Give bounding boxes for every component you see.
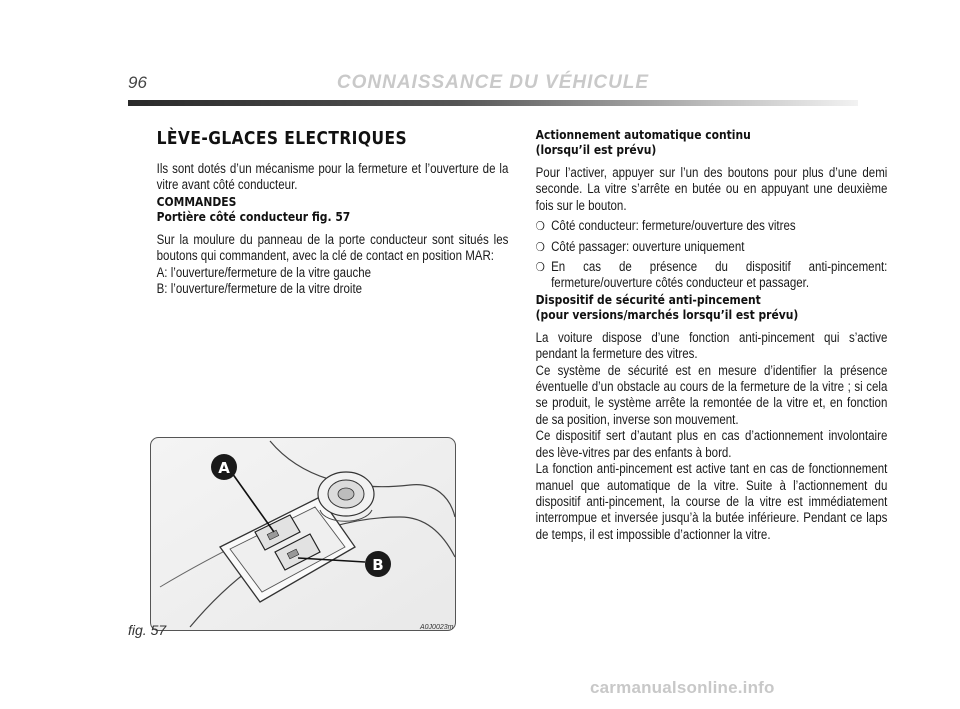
page-number: 96 bbox=[128, 73, 147, 92]
running-title: CONNAISSANCE DU VÉHICULE bbox=[336, 72, 650, 93]
figure-reference: A0J0023m bbox=[420, 624, 454, 631]
right-column-content bbox=[536, 127, 888, 543]
label-b-text: B bbox=[372, 556, 384, 574]
safety-paragraph-2: Ce système de sécurité est en mesure d’identifier la présence éventuelle d’un obstacle au cours de la fermeture de la vitre ; si cela se produit, le système arrête la remontée de la vitre et, en fonction de sa position, inverse son mouvement. bbox=[535, 362, 888, 427]
portiere-heading: Portière côté conducteur fig. 57 bbox=[156, 208, 351, 224]
line-b: B: l’ouverture/fermeture de la vitre droite bbox=[156, 281, 363, 297]
left-column bbox=[128, 127, 509, 297]
auto-paragraph: Pour l’activer, appuyer sur l’un des boutons pour plus d’une demi seconde. La vitre s’arrête en butée ou en appuyant une deuxième fois sur le bouton. bbox=[535, 165, 888, 213]
label-a-marker bbox=[211, 454, 237, 480]
intro-paragraph: Ils sont dotés d’un mécanisme pour la fermeture et l’ouverture de la vitre avant côté conducteur. bbox=[156, 161, 509, 193]
line-a: A: l’ouverture/fermeture de la vitre gauche bbox=[156, 264, 372, 280]
safety-heading-line-1: Dispositif de sécurité anti-pincement bbox=[535, 291, 761, 307]
safety-heading-line-2: (pour versions/marchés lorsqu’il est prévu) bbox=[535, 306, 799, 322]
bullet-list bbox=[536, 218, 888, 292]
door-switch-illustration bbox=[150, 437, 456, 631]
section-title: LÈVE-GLACES ELECTRIQUES bbox=[156, 128, 408, 149]
auto-heading-line-2: (lorsqu’il est prévu) bbox=[535, 142, 657, 157]
circle-bullet-icon: ❍ bbox=[535, 239, 545, 254]
safety-paragraph-3: Ce dispositif sert d’autant plus en cas d’actionnement involontaire des lève-vitres par des enfants à bord. bbox=[535, 428, 888, 460]
portiere-paragraph: Sur la moulure du panneau de la porte conducteur sont situés les boutons qui commandent, avec la clé de contact en position MAR: bbox=[156, 231, 509, 264]
safety-paragraph-4: La fonction anti-pincement est active tant en cas de fonctionnement manuel que automatique de la vitre. Suite à l’actionnement du dispositif anti-pincement, la course de la vitre est immédiatement interrompue et inversée jusqu’à la butée inférieure. Pendant ce laps de temps, il est impossible d’actionner la vitre. bbox=[535, 461, 888, 542]
left-column-content bbox=[157, 127, 509, 297]
safety-paragraph-1: La voiture dispose d’une fonction anti-pincement qui s’active pendant la fermeture des vitres. bbox=[535, 329, 888, 362]
figure-57 bbox=[150, 437, 456, 631]
circle-bullet-icon: ❍ bbox=[535, 219, 545, 234]
bullet-item bbox=[536, 239, 888, 255]
label-b-marker bbox=[365, 551, 391, 577]
bullet-text: Côté passager: ouverture uniquement bbox=[551, 238, 745, 254]
auto-heading-line-1: Actionnement automatique continu bbox=[535, 127, 751, 142]
page-header bbox=[128, 70, 858, 110]
circle-bullet-icon: ❍ bbox=[535, 260, 545, 275]
right-column bbox=[507, 127, 888, 543]
header-rule bbox=[128, 100, 858, 106]
bullet-item bbox=[536, 218, 888, 234]
bullet-text: Côté conducteur: fermeture/ouverture des vitres bbox=[551, 218, 796, 234]
bullet-text: En cas de présence du dispositif anti-pincement: fermeture/ouverture côtés conducteur et passager. bbox=[551, 259, 888, 291]
figure-caption: fig. 57 bbox=[128, 622, 167, 638]
commandes-heading: COMMANDES bbox=[156, 193, 237, 209]
watermark: carmanualsonline.info bbox=[590, 678, 775, 697]
label-a-text: A bbox=[218, 459, 230, 477]
bullet-item bbox=[536, 259, 888, 292]
